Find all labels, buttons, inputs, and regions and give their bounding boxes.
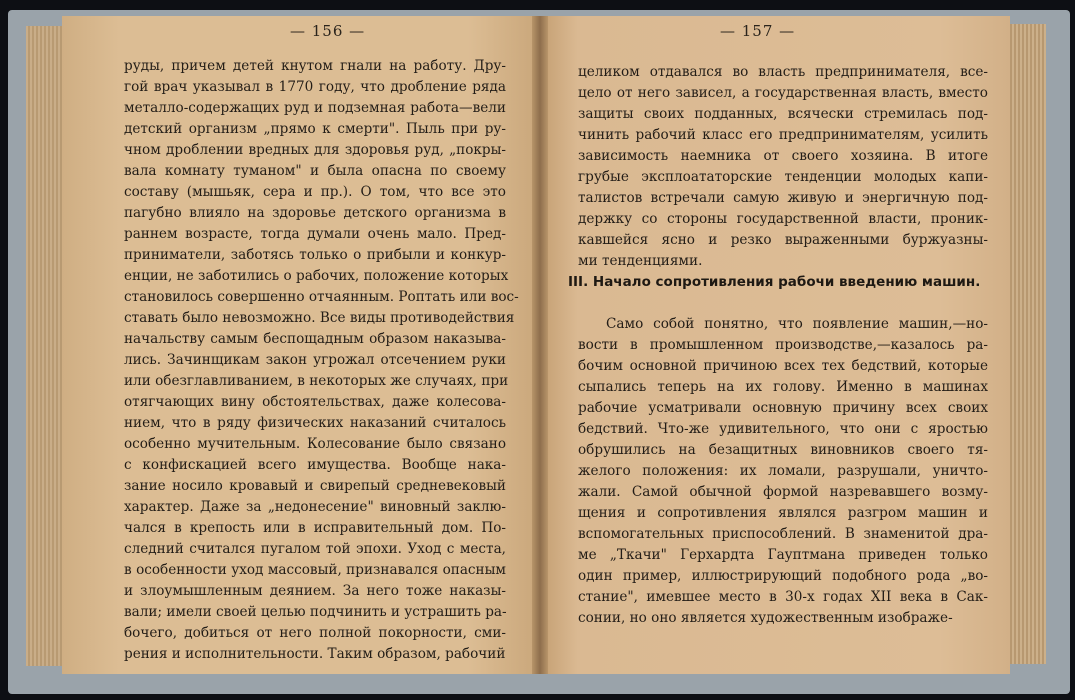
- text-line: сонии, но оно является художественным изображе-: [578, 610, 953, 626]
- text-line: зависимость наемника от своего хозяина. В итоге: [578, 148, 988, 164]
- text-line: чинить рабочий класс его предпринимателям, усилить: [578, 127, 988, 143]
- text-line: стание", имевшее место в 30-х годах XII века в Сак-: [578, 589, 988, 605]
- text-line: с конфискацией всего имущества. Вообще нака-: [124, 457, 506, 473]
- text-line: бочим основной причиною всех тех бедствий, которые: [578, 358, 988, 374]
- text-line: лись. Зачинщикам закон угрожал отсечением руки: [124, 352, 506, 368]
- text-line: пагубно влияло на здоровье детского организма в: [124, 205, 506, 221]
- section-heading: III. Начало сопротивления рабочи введению машин.: [568, 274, 981, 290]
- book-gutter: [532, 16, 548, 674]
- text-line: раннем возрасте, тогда думали очень мало. Пред-: [124, 226, 506, 242]
- right-page-text-top: [578, 62, 988, 272]
- text-line: руды, причем детей кнутом гнали на работу. Дру-: [124, 58, 506, 74]
- text-line: особенно мучительным. Колесование было связано: [124, 436, 506, 452]
- text-line: чался в крепость или в исправительный дом. По-: [124, 520, 506, 536]
- text-line: жали. Самой обычной формой назревавшего возму-: [578, 484, 988, 500]
- page-number-left: — 156 —: [290, 22, 366, 40]
- text-line: детский организм „прямо к смерти". Пыль при ру-: [124, 121, 506, 137]
- text-line: рабочие усматривали основную причину всех своих: [578, 400, 988, 416]
- text-line: характер. Даже за „недонесение" виновный заклю-: [124, 499, 506, 515]
- text-line: бочего, добиться от него полной покорности, сми-: [124, 625, 506, 641]
- right-page-text-bottom: [578, 314, 988, 629]
- text-line: сыпались теперь на их голову. Именно в машинах: [578, 379, 988, 395]
- text-line: чном дроблении вредных для здоровья руд, „покры-: [124, 142, 506, 158]
- text-line: один пример, иллюстрирующий подобного рода „во-: [578, 568, 988, 584]
- text-line: в особенности уход массовый, признавался опасным: [124, 562, 506, 578]
- text-line: начальству самым беспощадным образом наказыва-: [124, 331, 506, 347]
- text-line: бедствий. Что-же удивительного, что они с яростью: [578, 421, 988, 437]
- text-line: обрушились на безащитных виновников своего тя-: [578, 442, 988, 458]
- text-line: щения и сопротивления являлся разгром машин и: [578, 505, 988, 521]
- text-line: гой врач указывал в 1770 году, что дробление ряда: [124, 79, 506, 95]
- text-line: составу (мышьяк, сера и пр.). О том, что все это: [124, 184, 506, 200]
- text-line: кавшейся ясно и резко выраженными буржуазны-: [578, 232, 988, 248]
- text-line: вспомогательных приспособлений. В знаменитой дра-: [578, 526, 988, 542]
- text-line: вости в промышленном производстве,—казалось ра-: [578, 337, 988, 353]
- text-line: ставать было невозможно. Все виды противодействия: [124, 310, 515, 326]
- text-line: желого положения: их ломали, разрушали, уничто-: [578, 463, 988, 479]
- text-line: вала комнату туманом" и была опасна по своему: [124, 163, 506, 179]
- text-line: вали; имели своей целью подчинить и устрашить ра-: [124, 604, 507, 620]
- text-line: ми тенденциями.: [578, 253, 703, 269]
- text-line: защиты своих подданных, всячески стремилась под-: [578, 106, 988, 122]
- text-line: следний считался пугалом той эпохи. Уход с места,: [124, 541, 506, 557]
- left-page-text: [124, 56, 519, 665]
- text-line: Само собой понятно, что появление машин,—но-: [606, 316, 988, 332]
- page-edges-right: [1008, 24, 1046, 664]
- text-line: и злоумышленным деянием. За него тоже наказы-: [124, 583, 506, 599]
- text-line: или обезглавливанием, в некоторых же случаях, при: [124, 373, 509, 389]
- text-line: талистов встречали самую живую и энергичную под-: [578, 190, 988, 206]
- text-line: енции, не заботились о рабочих, положение которых: [124, 268, 509, 284]
- text-line: ме „Ткачи" Герхардта Гауптмана приведен только: [578, 547, 988, 563]
- text-line: грубые эксплоататорские тенденции молодых капи-: [578, 169, 988, 185]
- page-number-right: — 157 —: [720, 22, 796, 40]
- text-line: металло-содержащих руд и подземная работа—вели: [124, 100, 506, 116]
- text-line: нием, что в ряду физических наказаний считалось: [124, 415, 506, 431]
- text-line: зание носило кровавый и свирепый средневековый: [124, 478, 506, 494]
- text-line: приниматели, заботясь только о прибыли и конкур-: [124, 247, 506, 263]
- text-line: целиком отдавался во власть предпринимателя, все-: [578, 64, 988, 80]
- text-line: рения и исполнительности. Таким образом, рабочий: [124, 646, 506, 662]
- text-line: отягчающих вину обстоятельствах, даже колесова-: [124, 394, 506, 410]
- text-line: цело от него зависел, а государственная власть, вместо: [578, 85, 988, 101]
- text-line: держку со стороны государственной власти, проник-: [578, 211, 988, 227]
- text-line: становилось совершенно отчаянным. Роптать или вос-: [124, 289, 519, 305]
- page-edges-left: [26, 26, 66, 666]
